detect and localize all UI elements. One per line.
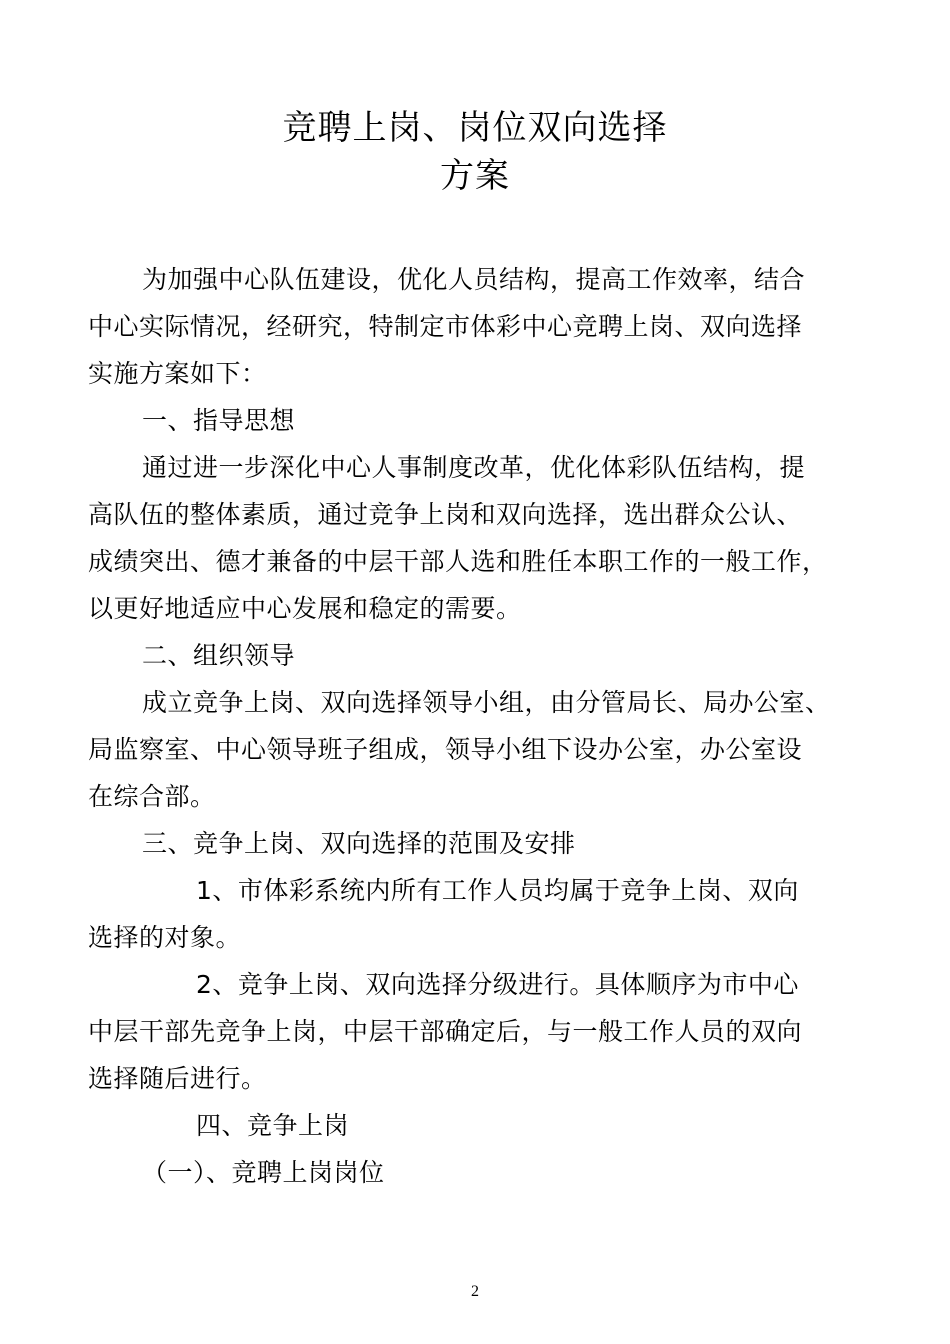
paragraph-line: 在综合部。 <box>88 782 216 811</box>
paragraph-line: 以更好地适应中心发展和稳定的需要。 <box>88 594 522 623</box>
section-heading: 一、指导思想 <box>142 406 296 435</box>
list-item-line: 1、市体彩系统内所有工作人员均属于竞争上岗、双向 <box>196 876 799 905</box>
paragraph-line: 成绩突出、德才兼备的中层干部人选和胜任本职工作的一般工作， <box>88 547 828 576</box>
page-number: 2 <box>471 1283 479 1300</box>
subsection-heading: （一）、竞聘上岗岗位 <box>142 1158 385 1187</box>
section-heading: 三、竞争上岗、双向选择的范围及安排 <box>142 829 576 858</box>
paragraph-line: 成立竞争上岗、双向选择领导小组，由分管局长、局办公室、 <box>142 688 831 717</box>
section-heading: 四、竞争上岗 <box>196 1111 350 1140</box>
paragraph-line: 局监察室、中心领导班子组成，领导小组下设办公室，办公室设 <box>88 735 803 764</box>
document-title-line-2: 方案 <box>440 156 510 196</box>
paragraph-line: 通过进一步深化中心人事制度改革，优化体彩队伍结构，提 <box>142 453 806 482</box>
paragraph-line: 高队伍的整体素质，通过竞争上岗和双向选择，选出群众公认、 <box>88 500 803 529</box>
list-item-line: 选择的对象。 <box>88 923 242 952</box>
list-item-line: 2、竞争上岗、双向选择分级进行。具体顺序为市中心 <box>196 970 799 999</box>
list-item-line: 选择随后进行。 <box>88 1064 267 1093</box>
paragraph-line: 中心实际情况，经研究，特制定市体彩中心竞聘上岗、双向选择 <box>88 312 803 341</box>
section-heading: 二、组织领导 <box>142 641 296 670</box>
paragraph-line: 实施方案如下： <box>88 359 267 388</box>
document-title-line-1: 竞聘上岗、岗位双向选择 <box>282 108 668 148</box>
paragraph-line: 为加强中心队伍建设，优化人员结构，提高工作效率，结合 <box>142 265 806 294</box>
list-item-line: 中层干部先竞争上岗，中层干部确定后，与一般工作人员的双向 <box>88 1017 803 1046</box>
